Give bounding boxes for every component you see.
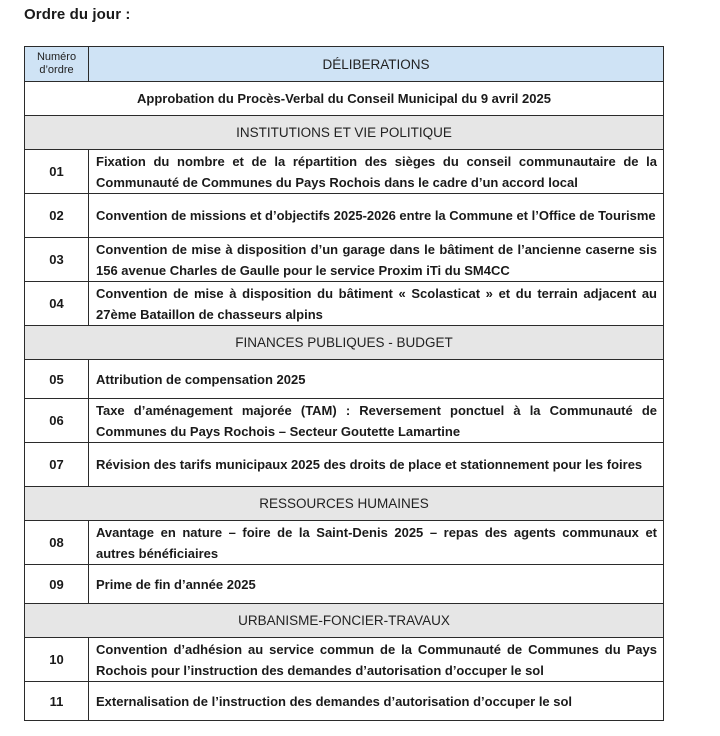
table-row	[25, 682, 664, 721]
item-text: Révision des tarifs municipaux 2025 des droits de place et stationnement pour les foires	[89, 443, 664, 487]
item-text: Attribution de compensation 2025	[89, 360, 664, 399]
section-title: URBANISME-FONCIER-TRAVAUX	[25, 604, 664, 638]
item-number: 02	[25, 194, 89, 238]
section-title: INSTITUTIONS ET VIE POLITIQUE	[25, 116, 664, 150]
item-number: 04	[25, 282, 89, 326]
table-row	[25, 399, 664, 443]
section-row-institutions	[25, 116, 664, 150]
item-number: 09	[25, 565, 89, 604]
table-header-row	[25, 47, 664, 82]
table-row	[25, 238, 664, 282]
item-text: Convention de mise à disposition du bâtiment « Scolasticat » et du terrain adjacent au 27ème Bataillon de chasseurs alpins	[89, 282, 664, 326]
item-text: Taxe d’aménagement majorée (TAM) : Reversement ponctuel à la Communauté de Communes du Pays Rochois – Secteur Goutette Lamartine	[89, 399, 664, 443]
column-header-number: Numéro d’ordre	[25, 47, 89, 82]
table-row	[25, 565, 664, 604]
item-text: Fixation du nombre et de la répartition des sièges du conseil communautaire de la Communauté de Communes du Pays Rochois dans le cadre d’un accord local	[89, 150, 664, 194]
table-row	[25, 360, 664, 399]
column-header-deliberations: DÉLIBERATIONS	[89, 47, 664, 82]
item-text: Convention d’adhésion au service commun de la Communauté de Communes du Pays Rochois pour l’instruction des demandes d’autorisation d’occuper le sol	[89, 638, 664, 682]
table-row	[25, 521, 664, 565]
item-number: 06	[25, 399, 89, 443]
item-number: 05	[25, 360, 89, 399]
table-row	[25, 194, 664, 238]
item-text: Convention de missions et d’objectifs 2025-2026 entre la Commune et l’Office de Tourisme	[89, 194, 664, 238]
table-row	[25, 150, 664, 194]
agenda-heading: Ordre du jour :	[24, 6, 131, 23]
item-number: 11	[25, 682, 89, 721]
section-title: FINANCES PUBLIQUES - BUDGET	[25, 326, 664, 360]
approval-text: Approbation du Procès-Verbal du Conseil Municipal du 9 avril 2025	[25, 82, 664, 116]
section-row-ressources-humaines	[25, 487, 664, 521]
table-row	[25, 443, 664, 487]
approval-row	[25, 82, 664, 116]
item-text: Prime de fin d’année 2025	[89, 565, 664, 604]
item-number: 08	[25, 521, 89, 565]
section-title: RESSOURCES HUMAINES	[25, 487, 664, 521]
item-text: Externalisation de l’instruction des demandes d’autorisation d’occuper le sol	[89, 682, 664, 721]
item-number: 01	[25, 150, 89, 194]
item-text: Convention de mise à disposition d’un garage dans le bâtiment de l’ancienne caserne sis 156 avenue Charles de Gaulle pour le service Proxim iTi du SM4CC	[89, 238, 664, 282]
item-text: Avantage en nature – foire de la Saint-Denis 2025 – repas des agents communaux et autres bénéficiaires	[89, 521, 664, 565]
table-row	[25, 282, 664, 326]
agenda-table	[24, 46, 664, 721]
section-row-finances	[25, 326, 664, 360]
item-number: 03	[25, 238, 89, 282]
section-row-urbanisme	[25, 604, 664, 638]
item-number: 10	[25, 638, 89, 682]
item-number: 07	[25, 443, 89, 487]
table-row	[25, 638, 664, 682]
